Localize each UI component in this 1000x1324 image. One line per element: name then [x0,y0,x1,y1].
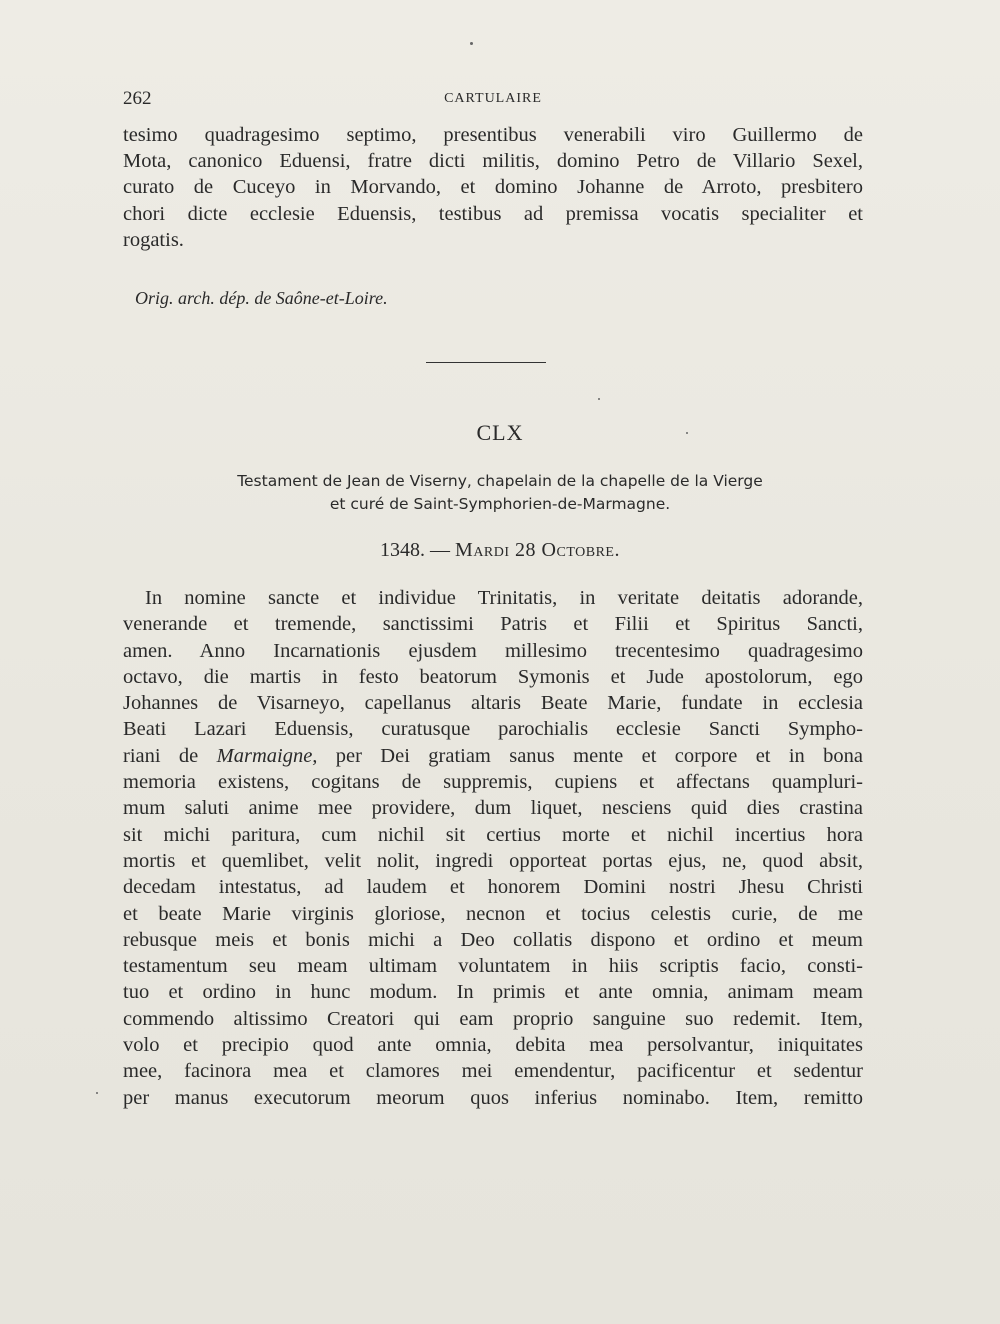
date-separator: — [425,539,456,561]
page-header [123,88,863,114]
text-line: sit michi paritura, cum nichil sit certius morte et nichil incertius hora [123,823,863,846]
text-line [123,743,863,769]
text-line: mee, facinora mea et clamores mei emendentur, pacificentur et sedentur [123,1060,863,1083]
text-line: Mota, canonico Eduensi, fratre dicti militis, domino Petro de Villario Sexel, [123,150,863,173]
place-name: Marmaigne, [216,744,318,767]
paper-speck [598,398,600,400]
text-line: volo et precipio quod ante omnia, debita mea persolvantur, iniquitates [123,1034,863,1057]
charter-title [150,470,850,516]
text-line: mum saluti anime mee providere, dum liquet, nesciens quid dies crastina [123,797,863,820]
charter-title-line: et curé de Saint-Symphorien-de-Marmagne. [329,495,671,513]
charter-day: Mardi 28 Octobre. [455,539,620,561]
text-line: tuo et ordino in hunc modum. In primis et ante omnia, animam meam [123,981,863,1004]
section-separator [426,362,546,363]
text-line: rebusque meis et bonis michi a Deo collatis dispono et ordino et meum [123,928,863,951]
text-line: Beati Lazari Eduensis, curatusque parochialis ecclesie Sancti Sympho- [123,718,863,741]
text-line: In nomine sancte et individue Trinitatis, in veritate deitatis adorande, [145,587,863,609]
text-line: curato de Cuceyo in Morvando, et domino Johanne de Arroto, presbitero [123,176,863,199]
running-title: CARTULAIRE [444,91,542,106]
text-line: venerande et tremende, sanctissimi Patris et Filii et Spiritus Sancti, [123,613,863,636]
text-fragment: riani de [123,744,217,767]
text-fragment: per Dei gratiam sanus mente et corpore et in bona [317,744,864,767]
text-line: chori dicte ecclesie Eduensis, testibus ad premissa vocatis specialiter et [123,202,863,225]
text-line: et beate Marie virginis gloriose, necnon et tocius celestis curie, de me [123,902,863,925]
text-line: decedam intestatus, ad laudem et honorem Domini nostri Jhesu Christi [123,876,863,899]
continuation-paragraph [123,122,863,253]
paper-speck [96,1092,98,1094]
charter-number: CLX [476,420,524,445]
text-line: mortis et quemlibet, velit nolit, ingredi opporteat portas ejus, ne, quod absit, [123,849,863,872]
text-line: memoria existens, cogitans de suppremis, cupiens et affectans quampluri- [123,771,863,794]
charter-year: 1348. [380,539,426,561]
source-note: Orig. arch. dép. de Saône-et-Loire. [135,288,388,308]
text-line: commendo altissimo Creatori qui eam proprio sanguine suo redemit. Item, [123,1007,863,1030]
paper-speck [686,432,688,434]
page-number: 262 [123,88,152,109]
text-line: per manus executorum meorum quos inferius nominabo. Item, remitto [123,1086,863,1109]
paper-speck [470,42,473,45]
text-line: tesimo quadragesimo septimo, presentibus venerabili viro Guillermo de [123,124,863,146]
charter-body [123,585,863,1111]
text-line: rogatis. [123,228,184,251]
charter-date [0,539,1000,562]
charter-title-line: Testament de Jean de Viserny, chapelain de la chapelle de la Vierge [237,472,763,490]
text-line: Johannes de Visarneyo, capellanus altaris Beate Marie, fundate in ecclesia [123,692,863,715]
text-line: testamentum seu meam ultimam voluntatem in hiis scriptis facio, consti- [123,955,863,978]
text-line: octavo, die martis in festo beatorum Symonis et Jude apostolorum, ego [123,665,863,688]
text-line: amen. Anno Incarnationis ejusdem millesimo trecentesimo quadragesimo [123,639,863,662]
